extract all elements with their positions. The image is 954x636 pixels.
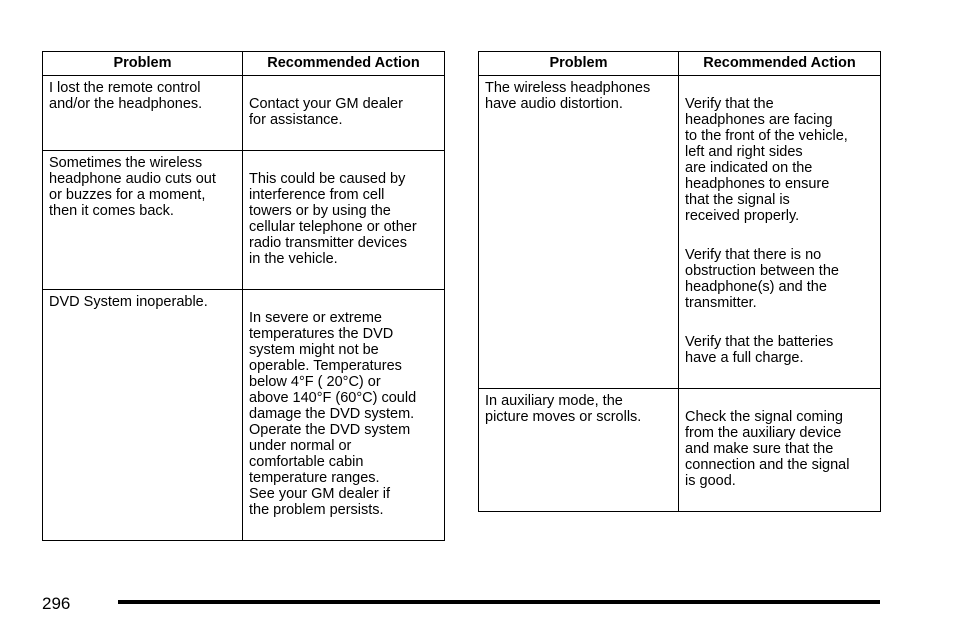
action-cell [243, 76, 445, 151]
troubleshooting-table-left [42, 51, 445, 541]
table-header-row [479, 52, 881, 76]
action-paragraph: Contact your GM dealer for assistance. [249, 96, 403, 128]
problem-column-header: Problem [479, 52, 679, 76]
action-paragraph: Check the signal coming from the auxiliary device and make sure that the connection and the signal is good. [685, 409, 850, 489]
recommended-action-column-header: Recommended Action [679, 52, 881, 76]
table-row [43, 290, 445, 541]
recommended-action-column-header: Recommended Action [243, 52, 445, 76]
footer-divider [118, 600, 880, 604]
action-paragraph: In severe or extreme temperatures the DVD system might not be operable. Temperatures below 4°F ( 20°C) or above 140°F (60°C) could damage the DVD system. Operate the DVD system under normal or comfortable cabin temperature ranges. See your GM dealer if the problem persists. [249, 310, 417, 518]
table-header-row [43, 52, 445, 76]
problem-column-header: Problem [43, 52, 243, 76]
action-cell [243, 151, 445, 290]
table-row [479, 389, 881, 512]
action-cell [679, 76, 881, 389]
action-cell [243, 290, 445, 541]
troubleshooting-table-right [478, 51, 881, 512]
problem-cell: I lost the remote control and/or the headphones. [43, 76, 243, 151]
problem-cell: Sometimes the wireless headphone audio cuts out or buzzes for a moment, then it comes back. [43, 151, 243, 290]
table-row [479, 76, 881, 389]
action-cell [679, 389, 881, 512]
problem-cell: The wireless headphones have audio distortion. [479, 76, 679, 389]
action-paragraph: This could be caused by interference from cell towers or by using the cellular telephone or other radio transmitter devices in the vehicle. [249, 171, 417, 267]
table-row [43, 76, 445, 151]
problem-cell: In auxiliary mode, the picture moves or scrolls. [479, 389, 679, 512]
action-paragraph: Verify that there is no obstruction between the headphone(s) and the transmitter. [685, 247, 839, 311]
table-row [43, 151, 445, 290]
action-paragraph: Verify that the batteries have a full charge. [685, 334, 834, 366]
problem-cell: DVD System inoperable. [43, 290, 243, 541]
page-number: 296 [42, 594, 71, 613]
action-paragraph: Verify that the headphones are facing to the front of the vehicle, left and right sides are indicated on the headphones to ensure that the signal is received properly. [685, 96, 848, 224]
